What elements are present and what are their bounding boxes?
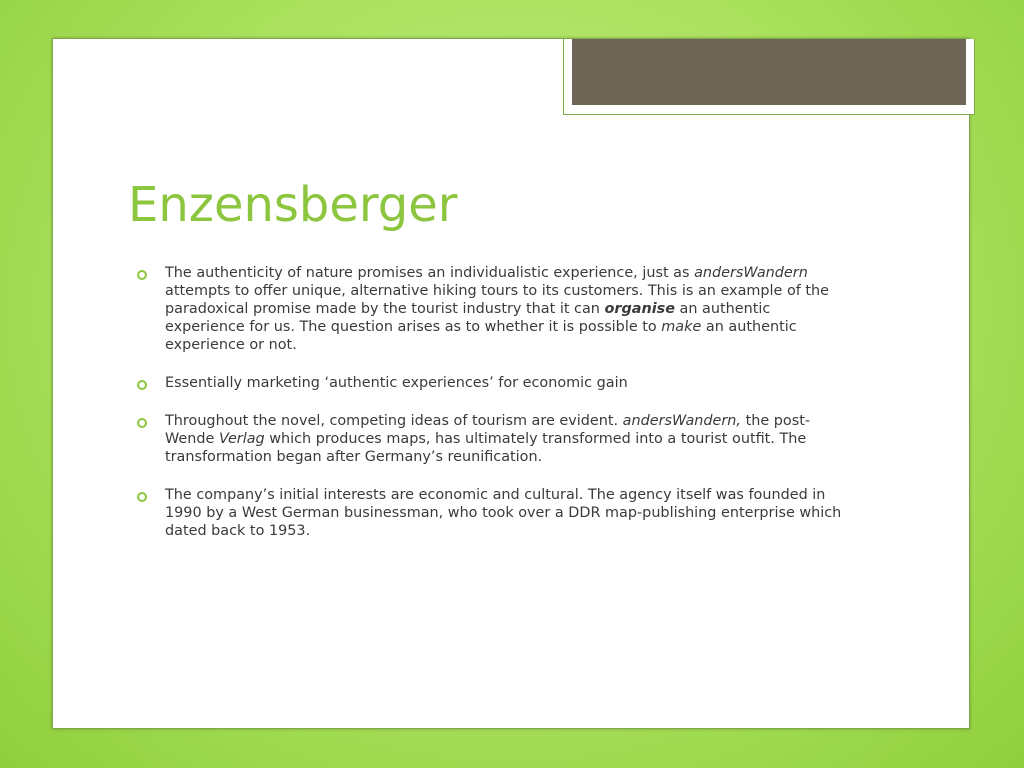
bullet-list — [135, 264, 850, 560]
header-tab — [563, 39, 975, 115]
bullet-text — [165, 413, 810, 465]
bullet-text — [165, 375, 628, 391]
bullet-segment: The authenticity of nature promises an individualistic experience, just as — [165, 265, 695, 281]
bullet-item — [135, 374, 850, 392]
bullet-item — [135, 264, 850, 354]
slide-title: Enzensberger — [128, 177, 458, 233]
bullet-segment: andersWandern — [694, 265, 808, 281]
bullet-text — [165, 487, 841, 539]
circle-bullet-icon — [137, 270, 147, 280]
bullet-segment: make — [661, 319, 702, 335]
bullet-segment: andersWandern, — [622, 413, 741, 429]
bullet-segment: attempts to offer unique, alternative hiking tours to its customers. This is an example of the paradoxical promise made by the tourist industry that it can — [165, 283, 830, 317]
bullet-segment: an authentic experience for us. The question arises as to whether it is possible to — [165, 301, 771, 335]
header-tab-fill — [572, 39, 966, 105]
circle-bullet-icon — [137, 418, 147, 428]
bullet-text — [165, 265, 829, 353]
bullet-segment: organise — [604, 301, 675, 317]
bullet-item — [135, 412, 850, 466]
circle-bullet-icon — [137, 380, 147, 390]
bullet-item — [135, 486, 850, 540]
circle-bullet-icon — [137, 492, 147, 502]
bullet-segment: an authentic experience or not. — [165, 319, 797, 353]
bullet-segment: The company’s initial interests are economic and cultural. The agency itself was founded in 1990 by a West German businessman, who took over a DDR map-publishing enterprise which dated back to 1953. — [165, 487, 842, 539]
bullet-segment: Essentially marketing ‘authentic experiences’ for economic gain — [165, 375, 628, 391]
bullet-segment: Throughout the novel, competing ideas of tourism are evident. — [165, 413, 623, 429]
bullet-segment: the post-Wende — [165, 413, 811, 447]
bullet-segment: which produces maps, has ultimately transformed into a tourist outfit. The transformation began after Germany’s reunification. — [165, 431, 807, 465]
bullet-segment: Verlag — [218, 431, 265, 447]
